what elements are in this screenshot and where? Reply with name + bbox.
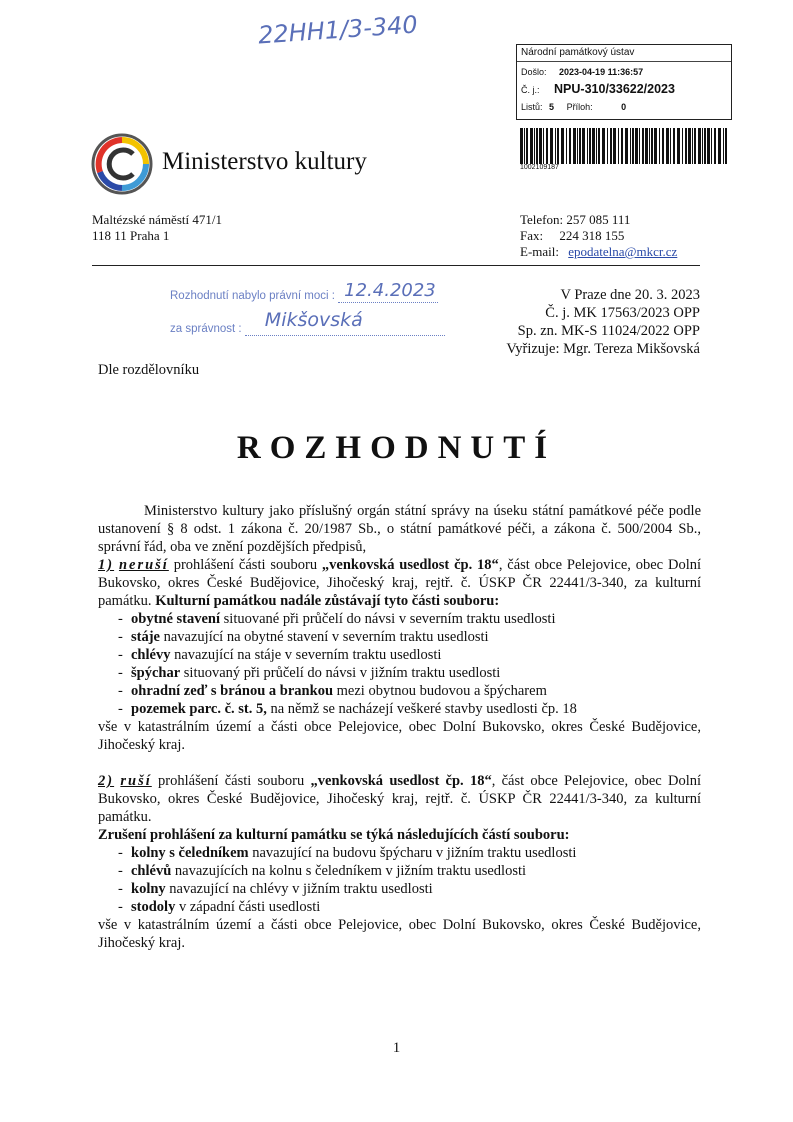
ministry-name: Ministerstvo kultury — [162, 148, 367, 175]
ministry-logo-icon — [90, 132, 154, 196]
signature-handwritten: Mikšovská — [264, 309, 363, 331]
page-number: 1 — [392, 1040, 401, 1056]
stamp-row-listu: Listů: 5 Příloh: 0 — [521, 102, 627, 112]
ref-vyrizuje: Vyřizuje: Mgr. Tereza Mikšovská — [506, 341, 700, 357]
registry-stamp — [516, 44, 732, 120]
decision-body — [98, 502, 701, 952]
list-item: - obytné stavení situované při průčelí do návsi v severním traktu usedlosti — [98, 610, 701, 628]
section-2-list — [98, 844, 701, 916]
section-2-heading: Zrušení prohlášení za kulturní památku se týká následujících částí souboru: — [98, 827, 570, 843]
ref-spzn: Sp. zn. MK-S 11024/2022 OPP — [517, 323, 700, 339]
stamp-org: Národní památkový ústav — [521, 47, 635, 58]
ministry-address: Maltézské náměstí 471/1 118 11 Praha 1 — [92, 212, 222, 243]
ministry-contact — [520, 212, 677, 260]
reference-block — [506, 286, 700, 358]
barcode-number: 1002109187 — [520, 164, 559, 171]
section-1-closing: vše v katastrálním území a části obce Pelejovice, obec Dolní Bukovsko, okres České Budějovice, Jihočeský kraj. — [98, 719, 701, 753]
barcode-icon — [520, 128, 728, 164]
list-item: - stodoly v západní části usedlosti — [98, 898, 701, 916]
recipient: Dle rozdělovníku — [98, 362, 200, 378]
ref-date: V Praze dne 20. 3. 2023 — [560, 287, 700, 303]
validity-stamp-line1: Rozhodnutí nabylo právní moci : 12.4.2023 — [170, 290, 438, 303]
validity-date-handwritten: 12.4.2023 — [344, 280, 436, 301]
handwritten-file-number: 22HH1/3-340 — [257, 10, 419, 50]
section-1: 1) neruší prohlášení části souboru „venkovská usedlost čp. 18“, část obce Pelejovice, obec Dolní Bukovsko, okres České Budějovice, Jihočeský kraj, rejtř. č. ÚSKP ČR 22441/3-340, za kulturní památku. Kulturní památkou nadále zůstávají tyto části souboru: — [98, 557, 701, 609]
list-item: - chlévů navazujících na kolnu s čeledníkem v jižním traktu usedlosti — [98, 862, 701, 880]
document-title: ROZHODNUTÍ — [236, 430, 557, 466]
phone: Telefon: 257 085 111 — [520, 212, 631, 227]
stamp-row-doslo: Došlo: 2023-04-19 11:36:57 — [521, 67, 644, 77]
list-item: - kolny navazující na chlévy v jižním traktu usedlosti — [98, 880, 701, 898]
email-link[interactable]: epodatelna@mkcr.cz — [568, 244, 678, 259]
ref-cj: Č. j. MK 17563/2023 OPP — [545, 305, 700, 321]
section-2: 2) ruší prohlášení části souboru „venkovská usedlost čp. 18“, část obce Pelejovice, obec Dolní Bukovsko, okres České Budějovice, Jihočeský kraj, rejtř. č. ÚSKP ČR 22441/3-340, za kulturní památku. — [98, 773, 702, 825]
validity-stamp-line2: za správnost : Mikšovská — [170, 323, 445, 336]
list-item: - kolny s čeledníkem navazující na budovu špýcharu v jižním traktu usedlosti — [98, 844, 701, 862]
intro-paragraph: Ministerstvo kultury jako příslušný orgán státní správy na úseku státní památkové péče podle ustanovení § 8 odst. 1 zákona č. 20/1987 Sb., o státní památkové péči, a zákona č. 500/2004 Sb., správní řád, oba ve znění pozdějších předpisů, — [98, 503, 701, 555]
list-item: - chlévy navazující na stáje v severním traktu usedlosti — [98, 646, 701, 664]
section-1-list — [98, 610, 701, 718]
list-item: - špýchar situovaný při průčelí do návsi v jižním traktu usedlosti — [98, 664, 701, 682]
stamp-row-cj: Č. j.: NPU-310/33622/2023 — [521, 82, 675, 96]
fax: Fax: 224 318 155 — [520, 228, 625, 243]
email-row: E-mail: epodatelna@mkcr.cz — [520, 244, 678, 259]
list-item: - ohradní zeď s bránou a brankou mezi obytnou budovou a špýcharem — [98, 682, 701, 700]
header-divider — [92, 265, 700, 266]
section-2-closing: vše v katastrálním území a části obce Pelejovice, obec Dolní Bukovsko, okres České Budějovice, Jihočeský kraj. — [98, 917, 701, 951]
list-item: - stáje navazující na obytné stavení v severním traktu usedlosti — [98, 628, 701, 646]
list-item: - pozemek parc. č. st. 5, na němž se nacházejí veškeré stavby usedlosti čp. 18 — [98, 700, 701, 718]
